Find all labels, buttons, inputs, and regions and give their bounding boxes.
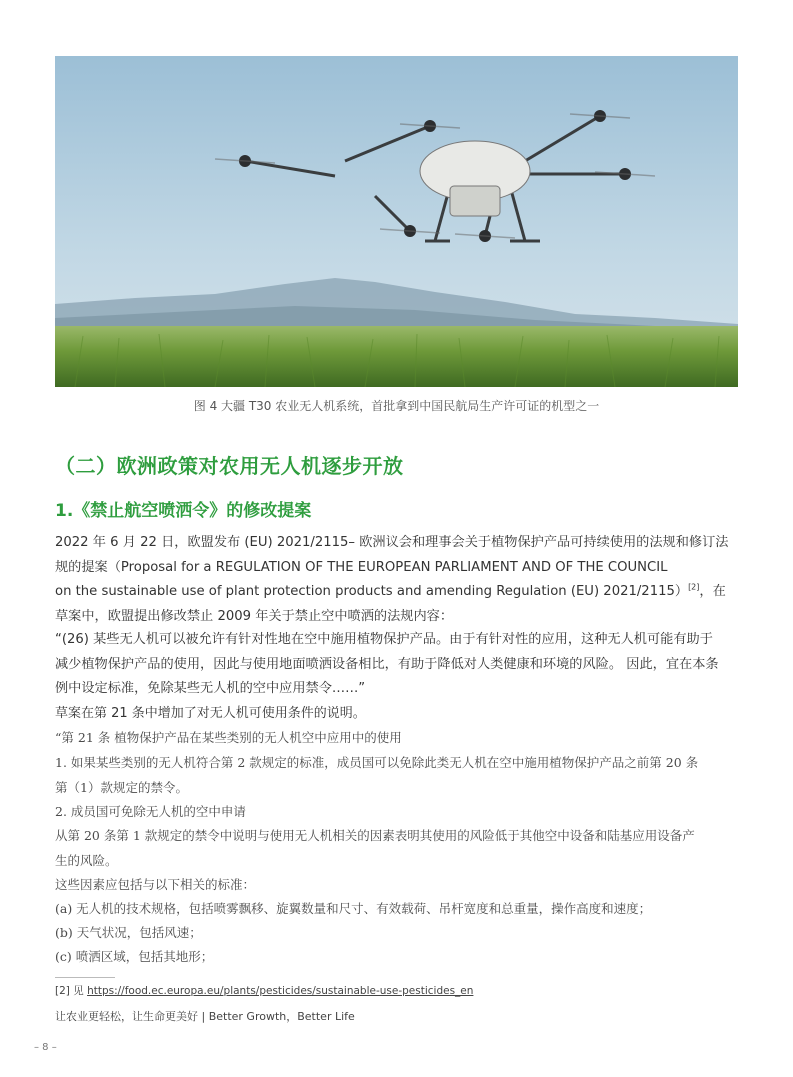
article-item-1-line-1: 1. 如果某些类别的无人机符合第 2 款规定的标准，成员国可以免除此类无人机在空中施用植物保护产品之前第 20 条 [55, 755, 699, 770]
quote-block [55, 628, 743, 702]
footnote-label: [2] 见 [55, 985, 88, 997]
footnote-divider [55, 977, 115, 978]
section-heading: （二）欧洲政策对农用无人机逐步开放 [55, 454, 404, 478]
intro-paragraph [55, 531, 743, 629]
article-item-1-line-2: 第（1）款规定的禁令。 [55, 779, 188, 795]
page-number: – 8 – [34, 1042, 57, 1053]
intro-line-2: 规的提案（Proposal for a REGULATION OF THE EUROPEAN PARLIAMENT AND OF THE COUNCIL [55, 559, 668, 575]
article-item-1 [55, 751, 745, 800]
intro-line-3-text: on the sustainable use of plant protection products and amending Regulation (EU) 2021/2115） [55, 584, 689, 599]
footnote [55, 983, 473, 998]
quote-line-2: 减少植物保护产品的使用，因此与使用地面喷洒设备相比，有助于降低对人类健康和环境的风险。 因此，宜在本条 [55, 656, 719, 672]
amendment-paragraph: 草案在第 21 条中增加了对无人机可使用条件的说明。 [55, 706, 366, 721]
article-item-2-line-2: 生的风险。 [55, 852, 118, 868]
criteria-a: (a) 无人机的技术规格，包括喷雾飘移、旋翼数量和尺寸、有效载荷、吊杆宽度和总重量，操作高度和速度； [55, 901, 652, 916]
criteria-intro: 这些因素应包括与以下相关的标准： [55, 877, 256, 892]
article-title: “第 21 条 植物保护产品在某些类别的无人机空中应用中的使用 [55, 730, 402, 745]
article-item-2-line-1: 从第 20 条第 1 款规定的禁令中说明与使用无人机相关的因素表明其使用的风险低于其他空中设备和陆基应用设备产 [55, 828, 695, 843]
criteria-c: (c) 喷洒区域，包括其地形； [55, 949, 214, 964]
figure-caption: 图 4 大疆 T30 农业无人机系统，首批拿到中国民航局生产许可证的机型之一 [193, 399, 600, 413]
footnote-link[interactable]: https://food.ec.europa.eu/plants/pesticides/sustainable-use-pesticides_en [87, 985, 474, 997]
article-item-2-body [55, 824, 745, 873]
intro-line-3-tail: ，在 [699, 584, 726, 599]
subsection-heading: 1.《禁止航空喷洒令》的修改提案 [55, 501, 312, 521]
intro-line-1: 2022 年 6 月 22 日，欧盟发布 (EU) 2021/2115– 欧洲议会和理事会关于植物保护产品可持续使用的法规和修订法 [55, 535, 729, 550]
quote-line-3: 例中设定标准，免除某些无人机的空中应用禁令……” [55, 681, 366, 696]
intro-line-4: 草案中，欧盟提出修改禁止 2009 年关于禁止空中喷洒的法规内容： [55, 608, 454, 624]
quote-line-1: “(26) 某些无人机可以被允许有针对性地在空中施用植物保护产品。由于有针对性的应用，这种无人机可能有助于 [55, 632, 713, 647]
footer-slogan: 让农业更轻松，让生命更美好 | Better Growth，Better Life [55, 1010, 355, 1023]
footnote-ref[interactable]: [2] [688, 582, 700, 592]
drone-field-illustration [55, 56, 738, 387]
article-item-2: 2. 成员国可免除无人机的空中申请 [55, 804, 246, 819]
drone-photo [55, 56, 738, 387]
criteria-b: (b) 天气状况，包括风速； [55, 925, 202, 940]
intro-line-3 [55, 580, 743, 605]
